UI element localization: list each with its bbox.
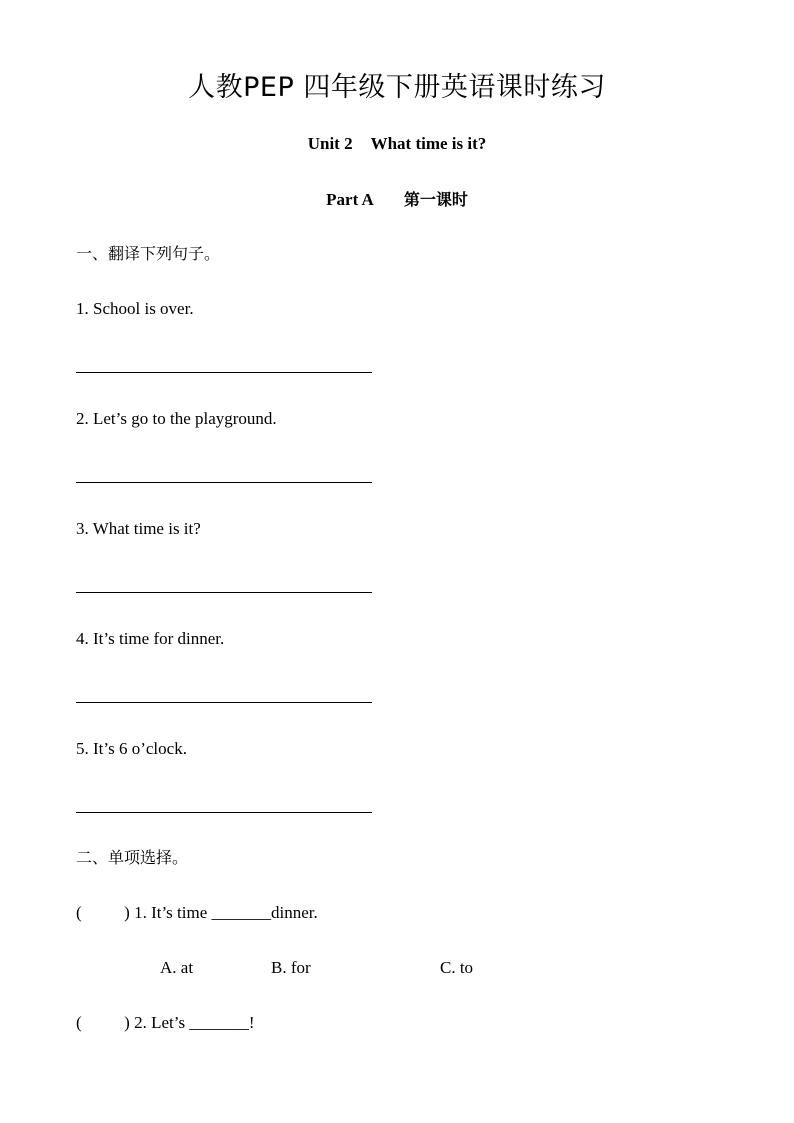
option-b[interactable]: B. for [271, 958, 311, 977]
translate-item-3: 3. What time is it? [76, 519, 201, 538]
translate-item-5: 5. It’s 6 o’clock. [76, 739, 187, 758]
answer-line-2[interactable] [76, 482, 372, 483]
option-a[interactable]: A. at [160, 958, 194, 977]
choice-question-2: ( ) 2. Let’s _______! [76, 1013, 255, 1032]
option-c[interactable]: C. to [440, 958, 474, 977]
unit-label: Unit 2 [307, 134, 353, 153]
section-choice-heading: 二、单项选择。 [76, 848, 189, 867]
part-heading [0, 188, 794, 212]
translate-item-1: 1. School is over. [76, 299, 194, 318]
choice-question-1: ( ) 1. It’s time _______dinner. [76, 903, 318, 922]
answer-line-5[interactable] [76, 812, 372, 813]
answer-line-4[interactable] [76, 702, 372, 703]
unit-title: What time is it? [370, 134, 487, 153]
translate-item-2: 2. Let’s go to the playground. [76, 409, 277, 428]
worksheet-title: 人教PEP 四年级下册英语课时练习 [188, 72, 606, 103]
unit-heading [0, 132, 794, 156]
section-translate-heading: 一、翻译下列句子。 [76, 244, 221, 263]
answer-line-1[interactable] [76, 372, 372, 373]
answer-line-3[interactable] [76, 592, 372, 593]
lesson-label: 第一课时 [403, 190, 468, 209]
part-label: Part A [326, 190, 374, 209]
translate-item-4: 4. It’s time for dinner. [76, 629, 225, 648]
